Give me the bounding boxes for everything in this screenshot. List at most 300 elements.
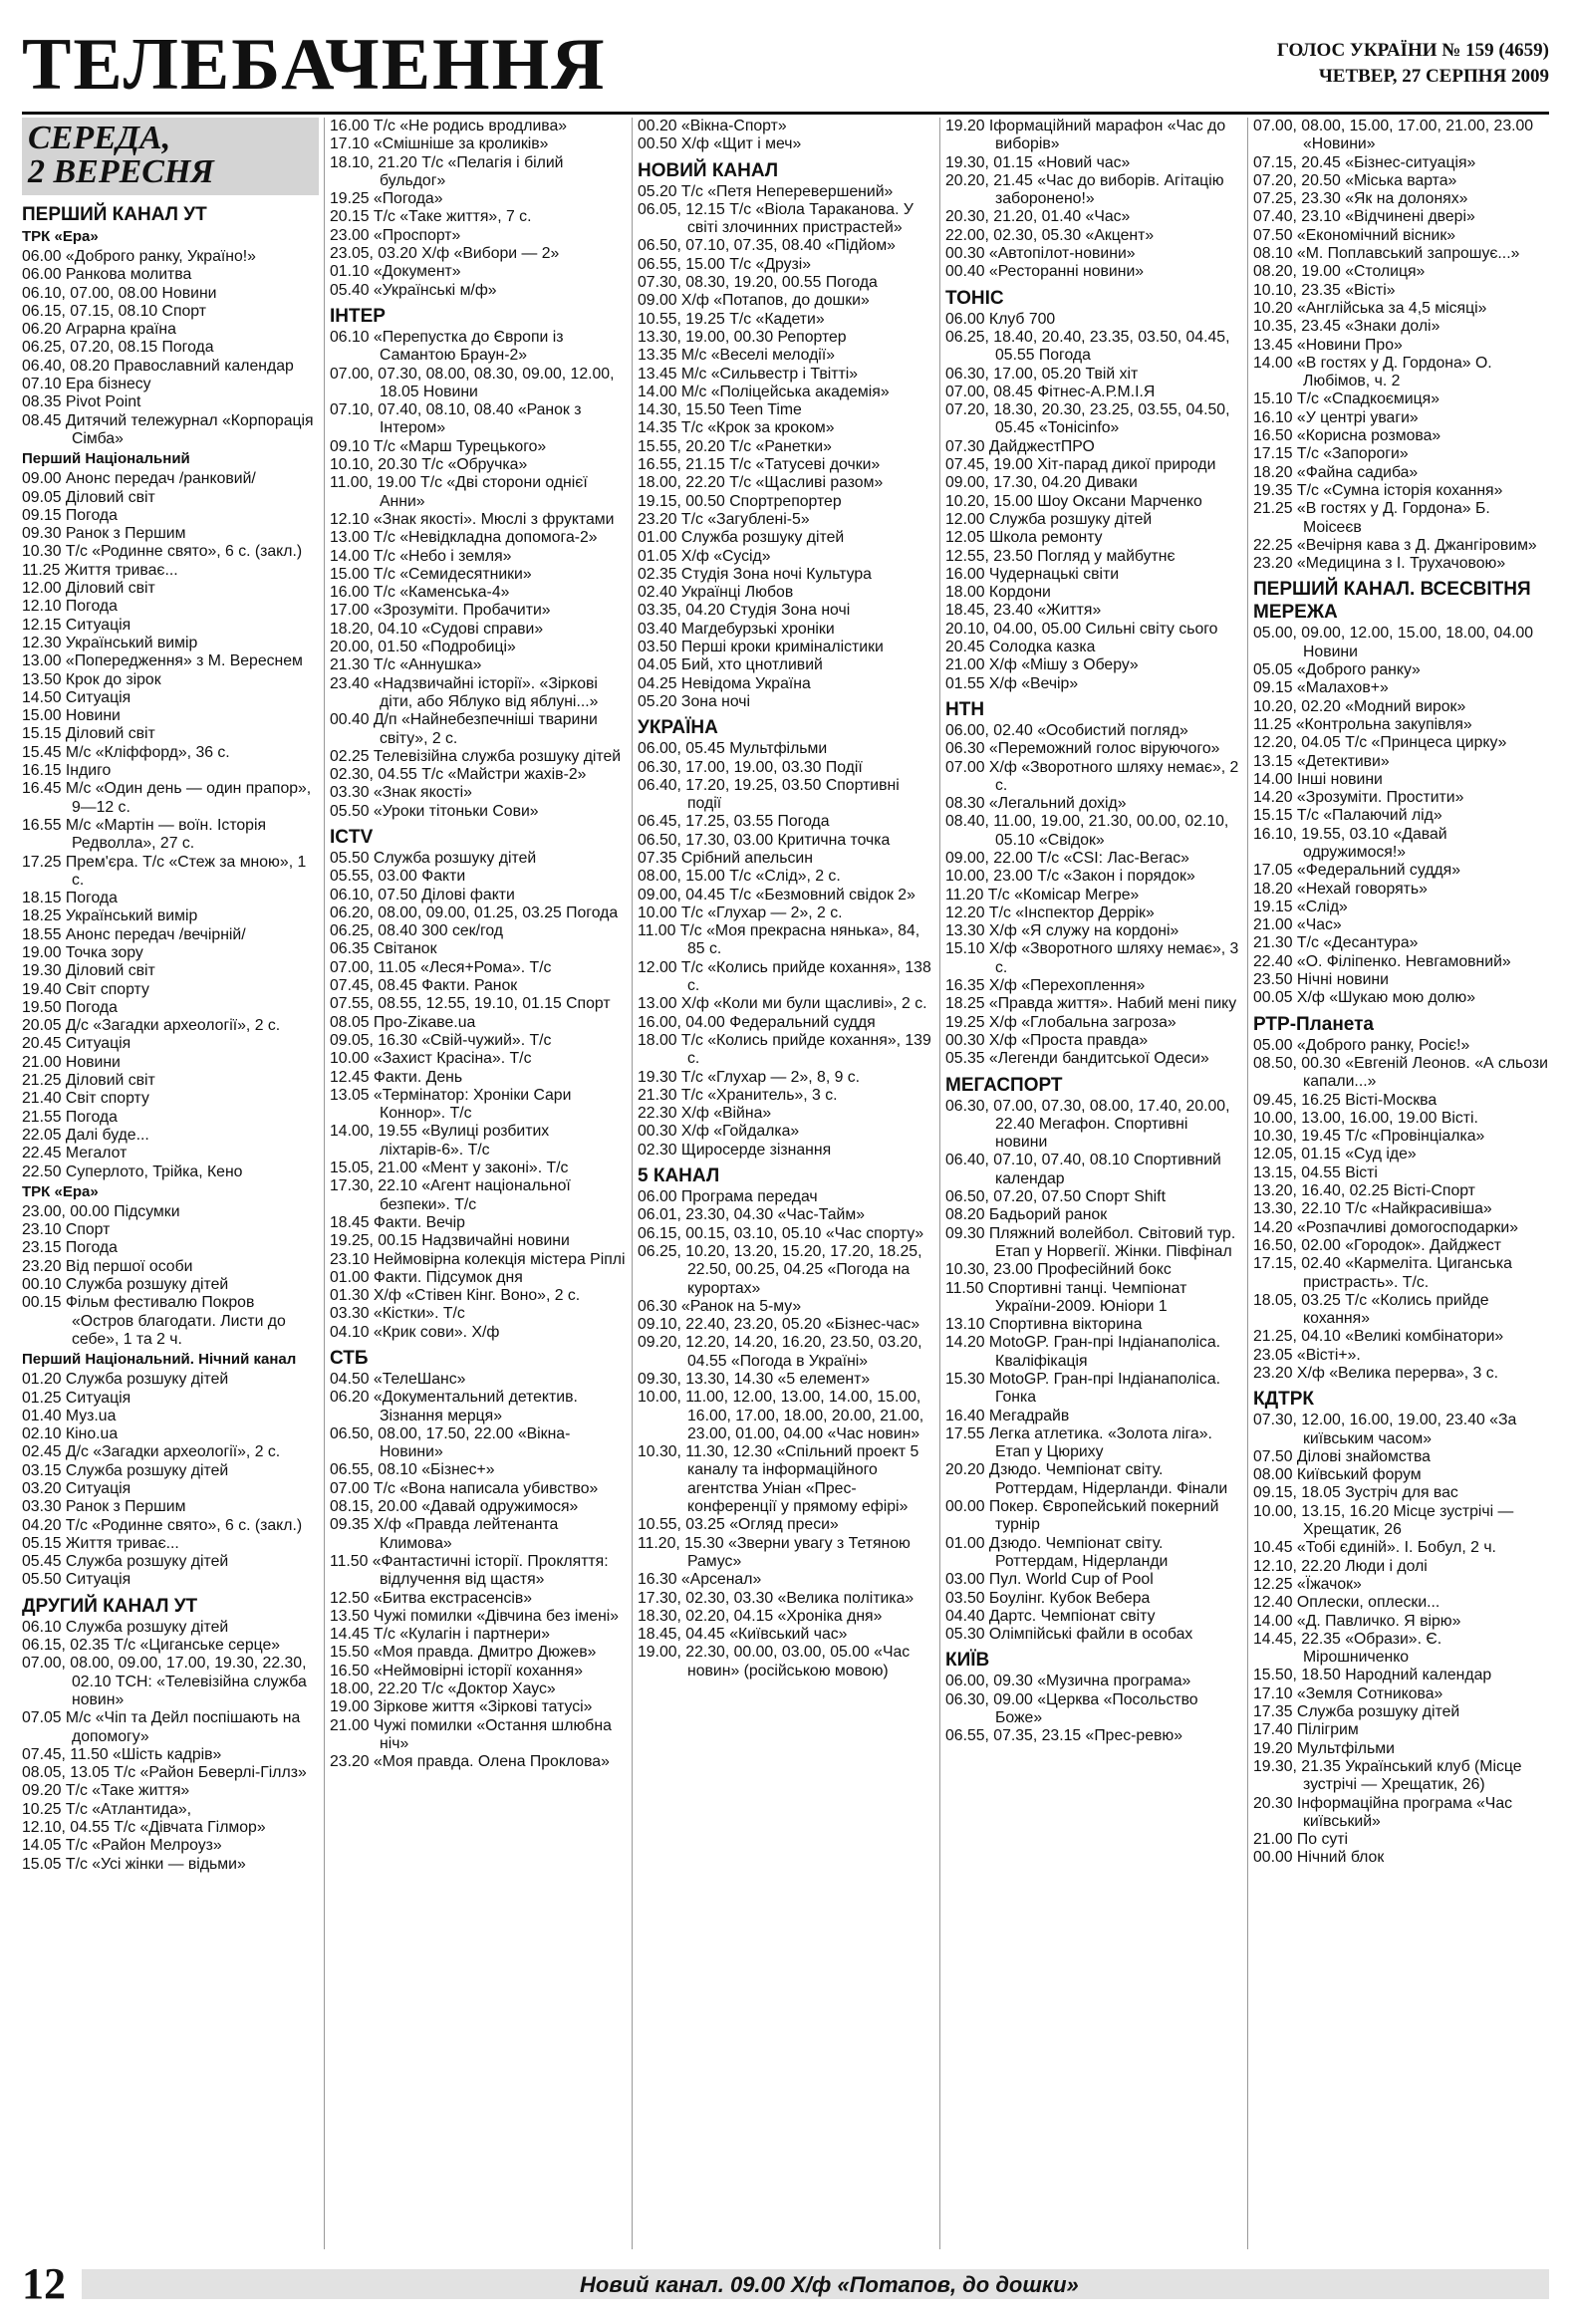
program-entry: 13.30 Х/ф «Я служу на кордоні» — [945, 922, 1179, 940]
program-entry: 07.10, 07.40, 08.10, 08.40 «Ранок з Інтером» — [330, 401, 582, 437]
program-entry: 23.05 «Вісті+». — [1253, 1346, 1361, 1364]
program-entry: 09.15, 18.05 Зустріч для вас — [1253, 1484, 1458, 1502]
program-entry: 03.20 Ситуація — [22, 1480, 131, 1497]
program-entry: 19.00 Зіркове життя «Зіркові татусі» — [330, 1698, 593, 1716]
program-entry: 12.45 Факти. День — [330, 1068, 463, 1086]
program-entry: 14.00 Т/с «Небо і земля» — [330, 547, 512, 565]
column-divider — [939, 118, 940, 2249]
program-entry: 20.10, 04.00, 05.00 Сильні світу сього — [945, 620, 1218, 638]
program-entry: 09.30, 13.30, 14.30 «5 елемент» — [638, 1371, 871, 1388]
program-entry: 06.25, 18.40, 20.40, 23.35, 03.50, 04.45, 05.55 Погода — [945, 328, 1230, 365]
program-entry: 12.10, 04.55 Т/с «Дівчата Гілмор» — [22, 1819, 266, 1837]
program-entry: 12.00 Служба розшуку дітей — [945, 510, 1153, 528]
program-entry: 10.35, 23.45 «Знаки долі» — [1253, 318, 1440, 336]
program-entry: 10.00, 23.00 Т/с «Закон і порядок» — [945, 868, 1195, 886]
program-entry: 01.25 Ситуація — [22, 1389, 131, 1407]
program-entry: 15.15 Т/с «Палаючий лід» — [1253, 807, 1442, 825]
program-entry: 10.30, 11.30, 12.30 «Спільний проект 5 каналу та інформаційного агентства Уніан «Прес-конференції у прямому ефірі» — [638, 1443, 919, 1516]
program-entry: 19.50 Погода — [22, 998, 118, 1016]
program-entry: 14.35 Т/с «Крок за кроком» — [638, 419, 835, 437]
channel-heading: УКРАЇНА — [638, 717, 718, 739]
program-entry: 01.40 Муз.ua — [22, 1407, 117, 1424]
program-entry: 10.20 «Англійська за 4,5 місяці» — [1253, 299, 1487, 317]
program-entry: 05.40 «Українські м/ф» — [330, 281, 497, 299]
program-entry: 21.00 Чужі помилки «Остання шлюбна ніч» — [330, 1716, 612, 1752]
program-entry: 09.15 «Малахов+» — [1253, 679, 1389, 697]
program-entry: 00.20 «Вікна-Спорт» — [638, 118, 787, 134]
program-entry: 16.30 «Арсенал» — [638, 1571, 762, 1589]
column-divider — [632, 118, 633, 2249]
program-entry: 06.10, 07.00, 08.00 Новини — [22, 284, 217, 302]
program-entry: 02.40 Українці Любов — [638, 584, 794, 602]
program-entry: 16.55 М/с «Мартін — воїн. Історія Редволла», 27 с. — [22, 816, 267, 853]
program-entry: 12.50 «Битва екстрасенсів» — [330, 1589, 533, 1607]
program-entry: 12.10, 22.20 Люди і долі — [1253, 1557, 1428, 1575]
program-entry: 03.30 «Кістки». Т/с — [330, 1305, 465, 1323]
channel-heading: ПЕРШИЙ КАНАЛ. ВСЕСВІТНЯ МЕРЕЖА — [1253, 579, 1531, 624]
program-entry: 06.15, 00.15, 03.10, 05.10 «Час спорту» — [638, 1224, 924, 1242]
program-entry: 13.15, 04.55 Вісті — [1253, 1163, 1378, 1181]
program-entry: 10.25 Т/с «Атлантида», — [22, 1800, 192, 1818]
program-entry: 23.15 Погода — [22, 1239, 118, 1257]
program-entry: 20.45 Солодка казка — [945, 639, 1096, 656]
column-divider — [1247, 118, 1248, 2249]
program-entry: 03.15 Служба розшуку дітей — [22, 1461, 229, 1479]
page-number: 12 — [22, 2259, 66, 2308]
program-entry: 10.00, 11.00, 12.00, 13.00, 14.00, 15.00, 16.00, 17.00, 18.00, 20.00, 21.00, 23.00, 01.00, 04.00 «Час новин» — [638, 1389, 924, 1442]
program-entry: 00.15 Фільм фестивалю Покров «Остров благодати. Листи до себе», 1 та 2 ч. — [22, 1294, 286, 1348]
program-entry: 16.00, 04.00 Федеральний суддя — [638, 1013, 876, 1031]
channel-heading: ПЕРШИЙ КАНАЛ УТ — [22, 204, 207, 225]
program-entry: 08.00 Київський форум — [1253, 1466, 1422, 1484]
program-entry: 16.40 Мегадрайв — [945, 1407, 1070, 1424]
schedule-column-5 — [1253, 118, 1550, 2249]
program-entry: 07.05 М/с «Чіп та Дейл поспішають на допомогу» — [22, 1709, 301, 1745]
program-entry: 07.35 Срібний апельсин — [638, 849, 813, 867]
channel-heading: РТР-Планета — [1253, 1013, 1374, 1035]
program-entry: 10.55, 03.25 «Огляд преси» — [638, 1516, 839, 1534]
program-entry: 10.00, 13.00, 16.00, 19.00 Вісті. — [1253, 1109, 1478, 1127]
program-entry: 06.00 Ранкова молитва — [22, 266, 192, 284]
program-entry: 23.10 Спорт — [22, 1221, 111, 1239]
program-entry: 18.55 Анонс передач /вечірній/ — [22, 925, 246, 943]
program-entry: 05.50 Ситуація — [22, 1571, 131, 1589]
program-entry: 01.20 Служба розшуку дітей — [22, 1371, 229, 1389]
program-entry: 18.20 «Нехай говорять» — [1253, 880, 1428, 898]
program-entry: 17.25 Прем'єра. Т/с «Стеж за мною», 1 с. — [22, 853, 307, 889]
program-entry: 22.05 Далі буде... — [22, 1126, 149, 1144]
program-entry: 16.50, 02.00 «Городок». Дайджест — [1253, 1236, 1502, 1254]
program-entry: 13.30, 22.10 Т/с «Найкрасивіша» — [1253, 1200, 1492, 1218]
program-entry: 06.40, 08.20 Православний календар — [22, 357, 294, 375]
column-divider — [324, 118, 325, 2249]
issue-number: ГОЛОС УКРАЇНИ № 159 (4659) — [1276, 40, 1549, 61]
program-entry: 15.05 Т/с «Усі жінки — відьми» — [22, 1855, 246, 1873]
program-entry: 07.30 ДайджестПРО — [945, 437, 1095, 455]
program-entry: 09.30 Пляжний волейбол. Світовий тур. Етап у Норвегії. Жінки. Півфінал — [945, 1224, 1236, 1260]
issue-date: ЧЕТВЕР, 27 СЕРПНЯ 2009 — [1318, 66, 1549, 87]
program-entry: 06.30 «Ранок на 5-му» — [638, 1297, 802, 1315]
program-entry: 14.00 «Д. Павличко. Я вірю» — [1253, 1612, 1461, 1630]
program-entry: 02.45 Д/с «Загадки археології», 2 с. — [22, 1443, 281, 1461]
program-entry: 04.40 Дартс. Чемпіонат світу — [945, 1607, 1156, 1625]
program-entry: 12.15 Ситуація — [22, 616, 131, 634]
channel-heading: КДТРК — [1253, 1389, 1315, 1411]
program-entry: 15.15 Діловий світ — [22, 725, 155, 743]
program-entry: 15.00 Т/с «Семидесятники» — [330, 565, 532, 583]
program-entry: 16.55, 21.15 Т/с «Татусеві дочки» — [638, 456, 881, 474]
program-entry: 19.15, 00.50 Спортрепортер — [638, 492, 842, 510]
program-entry: 18.45 Факти. Вечір — [330, 1213, 465, 1231]
program-entry: 05.30 Олімпійські файли в особах — [945, 1626, 1193, 1644]
program-entry: 17.40 Пілігрим — [1253, 1721, 1359, 1739]
program-entry: 04.50 «ТелеШанс» — [330, 1371, 466, 1388]
program-entry: 19.30 Діловий світ — [22, 962, 155, 980]
program-entry: 22.40 «О. Філіпенко. Невгамовний» — [1253, 952, 1511, 970]
program-entry: 12.10 «Знак якості». Мюслі з фруктами — [330, 510, 615, 528]
program-entry: 00.05 Х/ф «Шукаю мою долю» — [1253, 989, 1476, 1007]
program-entry: 19.30 Т/с «Глухар — 2», 8, 9 с. — [638, 1068, 861, 1086]
program-entry: 23.00 «Проспорт» — [330, 226, 461, 244]
channel-heading: НТН — [945, 698, 985, 720]
program-entry: 20.20 Дзюдо. Чемпіонат світу. Роттердам, Нідерланди. Фінали — [945, 1461, 1228, 1497]
program-entry: 09.05, 16.30 «Свій-чужий». Т/с — [330, 1031, 552, 1049]
channel-heading: СТБ — [330, 1348, 369, 1369]
program-entry: 09.30 Ранок з Першим — [22, 525, 186, 543]
program-entry: 08.50, 00.30 «Евгеній Леонов. «А сльози капали...» — [1253, 1054, 1548, 1091]
program-entry: 05.55, 03.00 Факти — [330, 868, 466, 886]
program-entry: 06.30, 07.00, 07.30, 08.00, 17.40, 20.00, 22.40 Мегафон. Спортивні новини — [945, 1097, 1230, 1152]
schedule-column-2 — [330, 118, 627, 2249]
channel-heading: НОВИЙ КАНАЛ — [638, 159, 779, 181]
program-entry: 07.00 Т/с «Вона написала убивство» — [330, 1479, 599, 1497]
program-entry: 12.00 Т/с «Колись прийде кохання», 138 с. — [638, 958, 931, 995]
program-entry: 13.10 Спортивна вікторина — [945, 1316, 1143, 1334]
program-entry: 23.10 Неймовірна колекція містера Ріплі — [330, 1250, 626, 1268]
program-entry: 04.25 Невідома Україна — [638, 674, 811, 692]
program-entry: 09.00 Х/ф «Потапов, до дошки» — [638, 292, 870, 310]
program-entry: 08.15, 20.00 «Давай одружимося» — [330, 1498, 579, 1516]
program-entry: 07.45, 19.00 Хіт-парад дикої природи — [945, 456, 1216, 474]
program-entry: 00.40 «Ресторанні новини» — [945, 263, 1145, 281]
program-entry: 06.55, 15.00 Т/с «Друзі» — [638, 255, 812, 273]
program-entry: 15.30 MotoGP. Гран-прі Індіанаполіса. Гонка — [945, 1371, 1220, 1407]
channel-heading: КИЇВ — [945, 1650, 990, 1672]
program-entry: 09.20 Т/с «Таке життя» — [22, 1782, 190, 1800]
channel-heading: ДРУГИЙ КАНАЛ УТ — [22, 1595, 198, 1617]
program-entry: 15.10 Т/с «Спадкоємиця» — [1253, 390, 1440, 408]
program-entry: 05.45 Служба розшуку дітей — [22, 1553, 229, 1571]
program-entry: 12.05 Школа ремонту — [945, 529, 1103, 547]
program-entry: 23.20 «Медицина з І. Трухачовою» — [1253, 555, 1506, 573]
program-entry: 13.50 Крок до зірок — [22, 670, 161, 688]
program-entry: 05.20 Т/с «Петя Неперевершений» — [638, 182, 894, 200]
program-entry: 06.01, 23.30, 04.30 «Час-Тайм» — [638, 1206, 865, 1224]
program-entry: 07.00, 08.00, 15.00, 17.00, 21.00, 23.00 «Новини» — [1253, 118, 1534, 153]
program-entry: 06.40, 17.20, 19.25, 03.50 Спортивні події — [638, 776, 900, 813]
program-entry: 20.30 Інформаційна програма «Час київський» — [1253, 1794, 1513, 1830]
program-entry: 13.30, 19.00, 00.30 Репортер — [638, 328, 847, 346]
program-entry: 05.20 Зона ночі — [638, 692, 751, 710]
program-entry: 06.00 Програма передач — [638, 1188, 818, 1206]
program-entry: 11.25 «Контрольна закупівля» — [1253, 715, 1472, 733]
program-entry: 23.00, 00.00 Підсумки — [22, 1202, 180, 1220]
schedule-column-3 — [638, 118, 934, 2249]
issue-info — [1277, 38, 1549, 90]
program-entry: 00.30 Х/ф «Проста правда» — [945, 1031, 1149, 1049]
program-entry: 19.25, 00.15 Надзвичайні новини — [330, 1232, 570, 1250]
program-entry: 11.20, 15.30 «Зверни увагу з Тетяною Рамус» — [638, 1534, 911, 1570]
program-entry: 06.50, 17.30, 03.00 Критична точка — [638, 831, 891, 849]
program-entry: 23.20 Х/ф «Велика перерва», 3 с. — [1253, 1365, 1499, 1382]
program-entry: 21.00 Х/ф «Мішу з Оберу» — [945, 656, 1139, 674]
program-entry: 09.00 Анонс передач /ранковий/ — [22, 470, 256, 488]
program-entry: 07.45, 11.50 «Шість кадрів» — [22, 1745, 222, 1763]
program-entry: 08.20 Бадьорий ранок — [945, 1206, 1108, 1224]
program-entry: 21.30 Т/с «Хранитель», 3 с. — [638, 1086, 838, 1104]
program-entry: 08.45 Дитячий тележурнал «Корпорація Сімба» — [22, 411, 314, 447]
channel-subheading: ТРК «Ера» — [22, 1182, 99, 1200]
program-entry: 10.20, 15.00 Шоу Оксани Марченко — [945, 492, 1202, 510]
program-entry: 03.35, 04.20 Студія Зона ночі — [638, 602, 851, 620]
program-entry: 16.15 Індиго — [22, 762, 112, 780]
program-entry: 14.45, 22.35 «Образи». Є. Мірошниченко — [1253, 1630, 1442, 1667]
program-entry: 22.25 «Вечірня кава з Д. Джангіровим» — [1253, 536, 1537, 554]
program-entry: 16.50 «Корисна розмова» — [1253, 427, 1441, 445]
program-entry: 09.10 Т/с «Марш Турецького» — [330, 437, 547, 455]
program-entry: 06.55, 07.35, 23.15 «Прес-ревю» — [945, 1727, 1183, 1745]
program-entry: 23.20 Т/с «Загублені-5» — [638, 510, 810, 528]
program-entry: 17.10 «Земля Сотникова» — [1253, 1684, 1443, 1702]
program-entry: 18.25 «Правда життя». Набий мені пику — [945, 995, 1237, 1013]
program-entry: 17.15, 02.40 «Кармеліта. Циганська пристрасть». Т/с. — [1253, 1255, 1512, 1291]
program-entry: 11.50 «Фантастичні історії. Прокляття: відлучення від щастя» — [330, 1552, 609, 1589]
program-entry: 16.50 «Неймовірні історії кохання» — [330, 1662, 583, 1679]
program-entry: 07.15, 20.45 «Бізнес-ситуація» — [1253, 153, 1476, 171]
channel-subheading: ТРК «Ера» — [22, 228, 99, 245]
program-entry: 10.00 Т/с «Глухар — 2», 2 с. — [638, 904, 843, 921]
program-entry: 12.40 Оплески, оплески... — [1253, 1594, 1440, 1612]
program-entry: 19.30, 01.15 «Новий час» — [945, 153, 1131, 171]
program-entry: 23.05, 03.20 Х/ф «Вибори — 2» — [330, 245, 560, 263]
program-entry: 19.00 Точка зору — [22, 943, 143, 961]
program-entry: 13.00 Х/ф «Коли ми були щасливі», 2 с. — [638, 995, 927, 1013]
program-entry: 07.30, 08.30, 19.20, 00.55 Погода — [638, 274, 878, 292]
program-entry: 14.30, 15.50 Teen Time — [638, 401, 802, 419]
program-entry: 11.50 Спортивні танці. Чемпіонат України-2009. Юніори 1 — [945, 1279, 1187, 1315]
program-entry: 13.15 «Детективи» — [1253, 752, 1390, 770]
program-entry: 07.25, 23.30 «Як на долонях» — [1253, 190, 1468, 208]
program-entry: 06.40, 07.10, 07.40, 08.10 Спортивний календар — [945, 1152, 1221, 1187]
program-entry: 01.00 Факти. Підсумок дня — [330, 1268, 523, 1286]
program-entry: 09.15 Погода — [22, 506, 118, 524]
program-entry: 07.40, 23.10 «Відчинені двері» — [1253, 208, 1475, 226]
program-entry: 10.45 «Тобі єдиній». І. Бобул, 2 ч. — [1253, 1539, 1496, 1557]
program-entry: 06.30, 17.00, 05.20 Твій хіт — [945, 365, 1139, 383]
program-entry: 07.00, 07.30, 08.00, 08.30, 09.00, 12.00, 18.05 Новини — [330, 365, 615, 400]
program-entry: 06.35 Світанок — [330, 940, 437, 958]
program-entry: 03.00 Пул. World Cup of Pool — [945, 1571, 1154, 1589]
program-entry: 06.30, 09.00 «Церква «Посольство Боже» — [945, 1690, 1198, 1727]
program-entry: 05.00 «Доброго ранку, Росіє!» — [1253, 1036, 1470, 1054]
program-entry: 04.20 Т/с «Родинне свято», 6 с. (закл.) — [22, 1516, 303, 1534]
program-entry: 02.25 Телевізійна служба розшуку дітей — [330, 747, 622, 765]
program-entry: 20.15 Т/с «Таке життя», 7 с. — [330, 208, 532, 226]
header-rule — [22, 112, 1549, 115]
program-entry: 15.45 М/с «Кліффорд», 36 с. — [22, 743, 230, 761]
program-entry: 01.10 «Документ» — [330, 263, 461, 281]
program-entry: 19.15 «Слід» — [1253, 898, 1348, 915]
program-entry: 06.10, 07.50 Ділові факти — [330, 886, 515, 904]
program-entry: 11.25 Життя триває... — [22, 561, 178, 579]
program-entry: 19.00, 22.30, 00.00, 03.00, 05.00 «Час новин» (російською мовою) — [638, 1644, 911, 1679]
program-entry: 07.20, 20.50 «Міська варта» — [1253, 171, 1457, 189]
program-entry: 06.05, 12.15 Т/с «Віола Тараканова. У світі злочинних пристрастей» — [638, 200, 914, 237]
program-entry: 13.05 «Термінатор: Хроніки Сари Коннор». Т/с — [330, 1086, 572, 1123]
program-entry: 06.10 «Перепустка до Європи із Самантою Браун-2» — [330, 328, 564, 365]
program-entry: 02.35 Студія Зона ночі Культура — [638, 565, 872, 583]
program-entry: 23.20 Від першої особи — [22, 1257, 193, 1275]
program-entry: 18.45, 23.40 «Життя» — [945, 602, 1102, 620]
program-entry: 17.00 «Зрозуміти. Пробачити» — [330, 602, 551, 620]
program-entry: 05.05 «Доброго ранку» — [1253, 661, 1421, 679]
program-entry: 21.40 Світ спорту — [22, 1090, 149, 1108]
program-entry: 09.10, 22.40, 23.20, 05.20 «Бізнес-час» — [638, 1316, 920, 1334]
program-entry: 02.30 Щиросерде зізнання — [638, 1141, 832, 1159]
program-entry: 06.20 Аграрна країна — [22, 321, 176, 339]
program-entry: 12.20 Т/с «Інспектор Деррік» — [945, 904, 1155, 921]
program-entry: 03.30 «Знак якості» — [330, 784, 472, 802]
program-entry: 00.30 «Автопілот-новини» — [945, 245, 1136, 263]
program-entry: 18.45, 04.45 «Київський час» — [638, 1626, 848, 1644]
program-entry: 11.20 Т/с «Комісар Мегре» — [945, 886, 1140, 904]
program-entry: 19.25 Х/ф «Глобальна загроза» — [945, 1013, 1177, 1031]
tv-schedule — [22, 118, 1549, 2249]
channel-subheading: Перший Національний. Нічний канал — [22, 1351, 297, 1369]
program-entry: 06.15, 07.15, 08.10 Спорт — [22, 302, 206, 320]
program-entry: 19.25 «Погода» — [330, 190, 443, 208]
program-entry: 00.50 Х/ф «Щит і меч» — [638, 135, 802, 153]
program-entry: 02.30, 04.55 Т/с «Майстри жахів-2» — [330, 766, 587, 784]
program-entry: 14.05 Т/с «Район Мелроуз» — [22, 1837, 222, 1855]
program-entry: 13.45 «Новини Про» — [1253, 336, 1403, 354]
program-entry: 04.05 Бий, хто цнотливий — [638, 656, 823, 674]
program-entry: 01.55 Х/ф «Вечір» — [945, 674, 1079, 692]
program-entry: 22.30 Х/ф «Війна» — [638, 1105, 772, 1123]
program-entry: 01.00 Служба розшуку дітей — [638, 529, 845, 547]
program-entry: 12.05, 01.15 «Суд іде» — [1253, 1146, 1417, 1163]
program-entry: 18.10, 21.20 Т/с «Пелагія і білий бульдог» — [330, 153, 564, 189]
program-entry: 07.10 Ера бізнесу — [22, 376, 151, 393]
program-entry: 16.00 Чудернацькі світи — [945, 565, 1120, 583]
program-entry: 18.20, 04.10 «Судові справи» — [330, 620, 544, 638]
program-entry: 10.30, 23.00 Професійний бокс — [945, 1261, 1172, 1279]
program-entry: 09.35 Х/ф «Правда лейтенанта Климова» — [330, 1516, 559, 1552]
program-entry: 00.40 Д/п «Найнебезпечніші тварини світу», 2 с. — [330, 711, 598, 747]
program-entry: 14.00, 19.55 «Вулиці розбитих ліхтарів-6». Т/с — [330, 1123, 550, 1159]
program-entry: 17.15 Т/с «Запороги» — [1253, 445, 1409, 463]
program-entry: 12.00 Діловий світ — [22, 580, 155, 598]
program-entry: 07.30, 12.00, 16.00, 19.00, 23.40 «За київським часом» — [1253, 1412, 1517, 1447]
program-entry: 10.00, 13.15, 16.20 Місце зустрічі — Хрещатик, 26 — [1253, 1502, 1514, 1539]
program-entry: 21.00 По суті — [1253, 1831, 1348, 1849]
program-entry: 06.20 «Документальний детектив. Зізнання мерця» — [330, 1389, 578, 1424]
program-entry: 00.00 Нічний блок — [1253, 1849, 1385, 1867]
program-entry: 07.55, 08.55, 12.55, 19.10, 01.15 Спорт — [330, 995, 611, 1013]
program-entry: 20.00, 01.50 «Подробиці» — [330, 639, 516, 656]
program-entry: 23.50 Нічні новини — [1253, 971, 1389, 989]
program-entry: 07.20, 18.30, 20.30, 23.25, 03.55, 04.50, 05.45 «Тонісinfo» — [945, 401, 1230, 437]
program-entry: 08.00, 15.00 Т/с «Слід», 2 с. — [638, 868, 841, 886]
program-entry: 08.05 Про-Zікаве.ua — [330, 1013, 476, 1031]
program-entry: 01.05 Х/ф «Сусід» — [638, 547, 771, 565]
program-entry: 21.25 «В гостях у Д. Гордона» Б. Моісеєв — [1253, 500, 1490, 536]
footer-promo: Новий канал. 09.00 Х/ф «Потапов, до дошки» — [580, 2272, 1079, 2297]
program-entry: 16.10, 19.55, 03.10 «Давай одружимося!» — [1253, 825, 1447, 861]
program-entry: 18.30, 02.20, 04.15 «Хроніка дня» — [638, 1607, 883, 1625]
program-entry: 05.15 Життя триває... — [22, 1534, 179, 1552]
program-entry: 10.30, 19.45 Т/с «Провінціалка» — [1253, 1128, 1485, 1146]
program-entry: 19.20 Мультфільми — [1253, 1739, 1395, 1757]
program-entry: 07.00, 11.05 «Леся+Рома». Т/с — [330, 958, 552, 976]
program-entry: 07.50 Ділові знайомства — [1253, 1447, 1431, 1465]
program-entry: 19.20 Іформаційний марафон «Час до виборів» — [945, 118, 1226, 153]
program-entry: 06.00, 02.40 «Особистий погляд» — [945, 721, 1188, 739]
program-entry: 00.00 Покер. Європейський покерний турнір — [945, 1498, 1219, 1534]
program-entry: 10.20, 02.20 «Модний вирок» — [1253, 697, 1466, 715]
program-entry: 14.20 «Зрозуміти. Простити» — [1253, 789, 1464, 807]
program-entry: 09.00, 17.30, 04.20 Диваки — [945, 474, 1138, 492]
program-entry: 06.50, 07.10, 07.35, 08.40 «Підйом» — [638, 237, 896, 255]
program-entry: 07.50 «Економічний вісник» — [1253, 226, 1456, 244]
program-entry: 14.50 Ситуація — [22, 688, 131, 706]
program-entry: 08.05, 13.05 Т/с «Район Беверлі-Гіллз» — [22, 1764, 307, 1782]
program-entry: 14.00 «В гостях у Д. Гордона» О. Любімов, ч. 2 — [1253, 354, 1492, 390]
program-entry: 16.10 «У центрі уваги» — [1253, 408, 1419, 426]
program-entry: 06.55, 08.10 «Бізнес+» — [330, 1461, 495, 1479]
masthead-header — [22, 18, 1549, 113]
program-entry: 16.35 Х/ф «Перехоплення» — [945, 977, 1146, 995]
program-entry: 09.45, 16.25 Вісті-Москва — [1253, 1091, 1438, 1109]
program-entry: 05.00, 09.00, 12.00, 15.00, 18.00, 04.00 Новини — [1253, 625, 1534, 660]
program-entry: 21.25, 04.10 «Великі комбінатори» — [1253, 1328, 1504, 1346]
program-entry: 07.00, 08.45 Фітнес-А.Р.М.І.Я — [945, 383, 1156, 400]
program-entry: 11.00, 19.00 Т/с «Дві сторони однієї Анни» — [330, 474, 588, 510]
program-entry: 03.50 Боулінг. Кубок Вебера — [945, 1589, 1151, 1607]
program-entry: 06.00, 09.30 «Музична програма» — [945, 1673, 1191, 1690]
program-entry: 21.30 Т/с «Аннушка» — [330, 656, 482, 674]
program-entry: 15.10 Х/ф «Зворотного шляху немає», 3 с. — [945, 940, 1239, 976]
program-entry: 08.30 «Легальний дохід» — [945, 795, 1127, 813]
program-entry: 10.10, 20.30 Т/с «Обручка» — [330, 456, 528, 474]
channel-heading: ТОНІС — [945, 287, 1004, 309]
program-entry: 13.00 Т/с «Невідкладна допомога-2» — [330, 529, 598, 547]
program-entry: 21.00 Новини — [22, 1053, 121, 1071]
program-entry: 06.00, 05.45 Мультфільми — [638, 740, 828, 758]
schedule-column-4 — [945, 118, 1242, 2249]
program-entry: 21.00 «Час» — [1253, 916, 1342, 934]
program-entry: 16.00 Т/с «Не родись вродлива» — [330, 118, 568, 134]
program-entry: 12.55, 23.50 Погляд у майбутнє — [945, 547, 1176, 565]
program-entry: 10.55, 19.25 Т/с «Кадети» — [638, 310, 825, 328]
program-entry: 23.40 «Надзвичайні історії». «Зіркові діти, або Яблуко від яблуні...» — [330, 674, 599, 710]
program-entry: 17.10 «Смішніше за кроликів» — [330, 135, 549, 153]
program-entry: 03.30 Ранок з Першим — [22, 1498, 186, 1516]
program-entry: 16.00 Т/с «Каменська-4» — [330, 584, 510, 602]
program-entry: 22.00, 02.30, 05.30 «Акцент» — [945, 226, 1155, 244]
program-entry: 06.30, 17.00, 19.00, 03.30 Події — [638, 758, 863, 776]
program-entry: 19.30, 21.35 Український клуб (Місце зустрічі — Хрещатик, 26) — [1253, 1757, 1522, 1794]
